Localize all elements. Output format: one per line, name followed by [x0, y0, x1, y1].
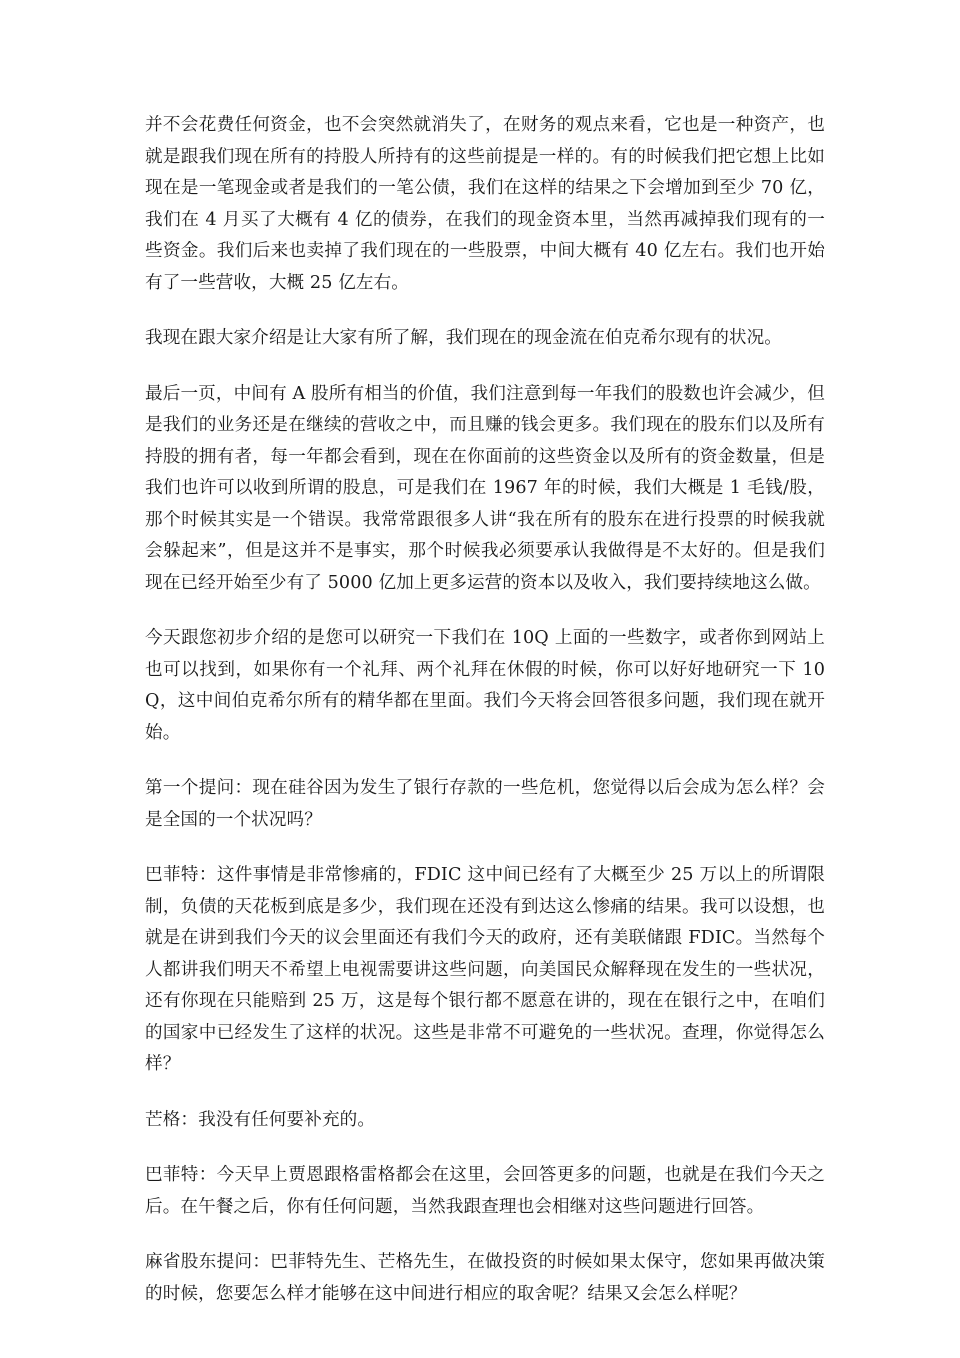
paragraph-share-value: 最后一页，中间有 A 股所有相当的价值，我们注意到每一年我们的股数也许会减少，但是我们的业务还是在继续的营收之中，而且赚的钱会更多。我们现在的股东们以及所有持股的拥有者，每一年都会看到，现在在你面前的这些资金以及所有的资金数量，但是我们也许可以收到所谓的股息，可是我们在 1967 年的时候，我们大概是 1 毛钱/股，那个时候其实是一个错误。我常常跟很多人讲“我在所有的股东在进行投票的时候我就会躲起来”，但是这并不是事实，那个时候我必须要承认我做得是不太好的。但是我们现在已经开始至少有了 5000 亿加上更多运营的资本以及收入，我们要持续地这么做。 — [145, 383, 825, 593]
paragraph-question-1: 第一个提问：现在硅谷因为发生了银行存款的一些危机，您觉得以后会成为怎么样？会是全国的一个状况吗？ — [145, 778, 825, 830]
paragraph-cash-flow-intro: 我现在跟大家介绍是让大家有所了解，我们现在的现金流在伯克希尔现有的状况。 — [145, 328, 782, 348]
paragraph-buffett-answer-2: 巴菲特：今天早上贾恩跟格雷格都会在这里，会回答更多的问题，也就是在我们今天之后。在午餐之后，你有任何问题，当然我跟查理也会相继对这些问题进行回答。 — [145, 1165, 825, 1217]
paragraph-buffett-answer-1: 巴菲特：这件事情是非常惨痛的，FDIC 这中间已经有了大概至少 25 万以上的所谓限制，负债的天花板到底是多少，我们现在还没有到达这么惨痛的结果。我可以设想，也就是在讲到我们今天的议会里面还有我们今天的政府，还有美联储跟 FDIC。当然每个人都讲我们明天不希望上电视需要讲这些问题，向美国民众解释现在发生的一些状况，还有你现在只能赔到 25 万，这是每个银行都不愿意在讲的，现在在银行之中，在咱们的国家中已经发生了这样的状况。这些是非常不可避免的一些状况。查理，你觉得怎么样？ — [145, 865, 825, 1074]
paragraph-munger-reply: 芒格：我没有任何要补充的。 — [145, 1109, 376, 1130]
paragraph-10q-intro: 今天跟您初步介绍的是您可以研究一下我们在 10Q 上面的一些数字，或者你到网站上也可以找到，如果你有一个礼拜、两个礼拜在休假的时候，你可以好好地研究一下 10Q，这中间伯克希尔所有的精华都在里面。我们今天将会回答很多问题，我们现在就开始。 — [145, 628, 825, 743]
paragraph-question-2: 麻省股东提问：巴菲特先生、芒格先生，在做投资的时候如果太保守，您如果再做决策的时候，您要怎么样才能够在这中间进行相应的取舍呢？结果又会怎么样呢？ — [145, 1252, 825, 1304]
document-body — [145, 110, 825, 1334]
paragraph-cash-assets: 并不会花费任何资金，也不会突然就消失了，在财务的观点来看，它也是一种资产，也就是跟我们现在所有的持股人所持有的这些前提是一样的。有的时候我们把它想上比如现在是一笔现金或者是我们的一笔公债，我们在这样的结果之下会增加到至少 70 亿，我们在 4 月买了大概有 4 亿的债券，在我们的现金资本里，当然再减掉我们现有的一些资金。我们后来也卖掉了我们现在的一些股票，中间大概有 40 亿左右。我们也开始有了一些营收，大概 25 亿左右。 — [145, 115, 825, 293]
